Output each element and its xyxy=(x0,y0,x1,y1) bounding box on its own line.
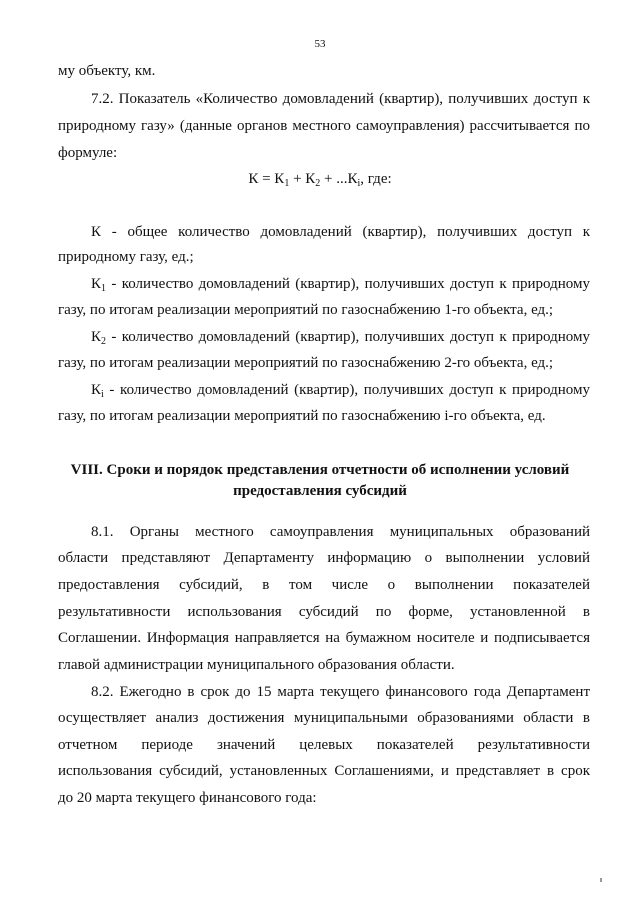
page-number: 53 xyxy=(314,38,326,50)
paragraph-line: 8.1. Органы местного самоуправления муниципальных образований xyxy=(91,524,590,540)
scan-speck xyxy=(600,878,602,882)
paragraph-line: до 20 марта текущего финансового года: xyxy=(58,790,317,806)
definition-line: газу, по итогам реализации мероприятий по газоснабжению i-го объекта, ед. xyxy=(58,408,546,424)
definition-line: К - общее количество домовладений (квартир), получивших доступ к xyxy=(91,224,590,240)
paragraph-line: отчетном периоде значений целевых показателей результативности xyxy=(58,737,590,753)
definition-line: $К_i$ - количество домовладений (квартир), получивших доступ к природному xyxy=(91,382,590,400)
paragraph-line: 8.2. Ежегодно в срок до 15 марта текущего финансового года Департамент xyxy=(91,684,590,700)
paragraph-line: главой администрации муниципального образования области. xyxy=(58,657,455,673)
text-line: 7.2. Показатель «Количество домовладений (квартир), получивших доступ к xyxy=(91,91,590,107)
paragraph-line: предоставления субсидий, в том числе о выполнении показателей xyxy=(58,577,590,593)
definition-line: газу, по итогам реализации мероприятий по газоснабжению 1-го объекта, ед.; xyxy=(58,302,554,318)
paragraph-line: использования субсидий, установленных Соглашениями, и представляет в срок xyxy=(58,763,590,779)
paragraph-line: области представляют Департаменту информацию о выполнении условий xyxy=(58,550,590,566)
definition-line: газу, по итогам реализации мероприятий по газоснабжению 2-го объекта, ед.; xyxy=(58,355,554,371)
paragraph-line: результативности использования субсидий по форме, установленной в xyxy=(58,604,590,620)
section-heading: VIII. Сроки и порядок представления отчетности об исполнении условий xyxy=(70,462,570,478)
text-line: формуле: xyxy=(58,145,118,161)
paragraph-line: осуществляет анализ достижения муниципальными образованиями области в xyxy=(58,710,590,726)
paragraph-line: Соглашении. Информация направляется на бумажном носителе и подписывается xyxy=(58,630,590,646)
section-heading: предоставления субсидий xyxy=(233,483,407,499)
definition-line: $К_2$ - количество домовладений (квартир), получивших доступ к природному xyxy=(91,329,590,347)
definition-line: $К_1$ - количество домовладений (квартир), получивших доступ к природному xyxy=(91,276,590,294)
definition-line: природному газу, ед.; xyxy=(58,249,194,265)
text-line: природному газу» (данные органов местного самоуправления) рассчитывается по xyxy=(58,118,590,134)
text-line: му объекту, км. xyxy=(58,63,156,79)
formula: $К = К_1 + К_2 + ...К_i$, где: xyxy=(248,171,392,189)
